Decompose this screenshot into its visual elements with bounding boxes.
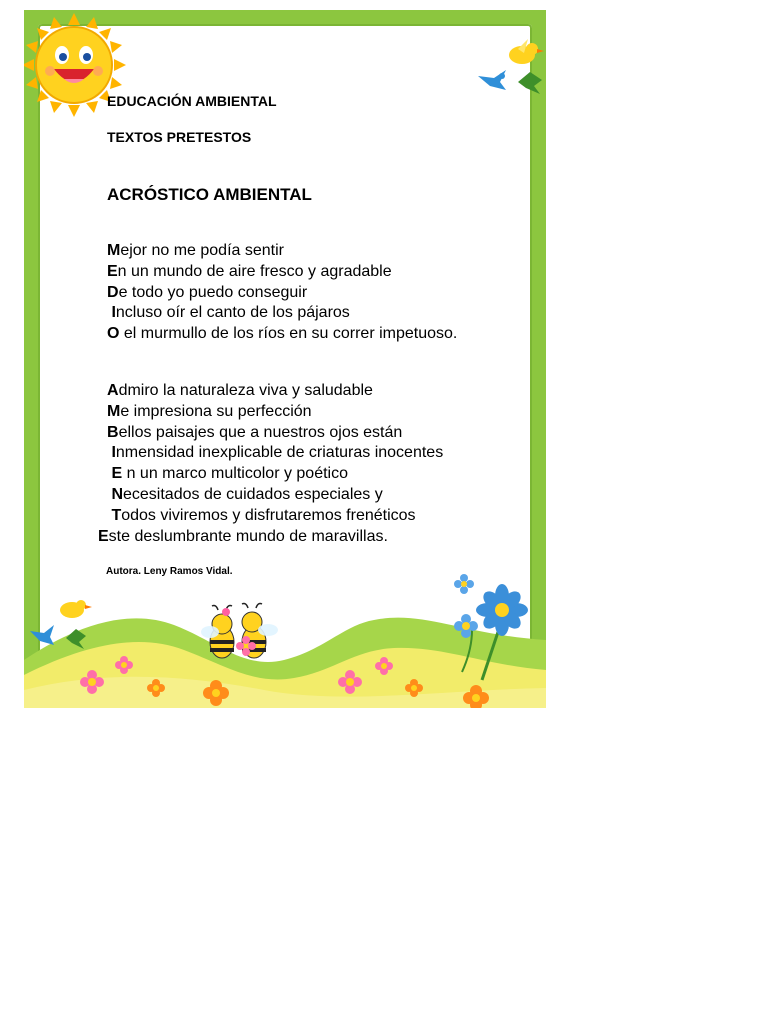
verse-initial: E [107,262,118,280]
yellow-bird-icon [509,39,544,64]
document-subheading: TEXTOS PRETESTOS [107,129,252,145]
verse-text: e impresiona su perfección [120,402,312,420]
verse-line [107,303,457,324]
verse-line [98,527,443,548]
verse-line [107,324,457,345]
verse-initial: T [107,506,122,524]
verse-initial: I [107,444,116,462]
verse-initial: D [107,283,119,301]
verse-initial: E [107,465,123,483]
verse-text: ecesitados de cuidados especiales y [123,485,383,503]
verse-initial: M [107,242,121,259]
verse-line [107,283,457,304]
verse-text: n un marco multicolor y poético [122,465,348,483]
verse-initial: E [98,527,109,545]
blue-bird-icon [478,70,506,90]
verse-text: dmiro la naturaleza viva y saludable [118,382,373,399]
verse-initial: M [107,402,121,420]
document-heading: EDUCACIÓN AMBIENTAL [107,93,277,109]
acrostic-stanza-2 [98,381,444,547]
verse-text: ncluso oír el canto de los pájaros [115,304,350,322]
green-bird-icon [518,72,542,94]
verse-text: odos viviremos y disfrutaremos frenéticos [121,506,416,524]
verse-initial: I [107,304,116,322]
verse-text: el murmullo de los ríos en su correr impetuoso. [119,325,458,343]
bee-couple-icon [201,604,278,659]
verse-line [107,262,457,283]
verse-initial: B [107,423,119,441]
verse-line [107,464,443,485]
verse-line [107,506,443,527]
verse-text: ste deslumbrante mundo de maravillas. [108,527,388,545]
author-credit: Autora. Leny Ramos Vidal. [106,566,233,577]
blue-bird-icon [30,625,54,645]
acrostic-stanza-1 [107,241,457,345]
verse-text: nmensidad inexplicable de criaturas inocentes [115,444,444,462]
verse-line [107,423,443,444]
document-page [24,10,546,708]
verse-line [107,443,443,464]
verse-initial: A [107,382,119,399]
yellow-bird-icon [60,600,92,618]
verse-line [107,241,457,262]
verse-text: n un mundo de aire fresco y agradable [117,262,392,280]
verse-line [107,485,443,506]
verse-initial: N [107,485,123,503]
verse-text: e todo yo puedo conseguir [118,283,308,301]
acrostic-title: ACRÓSTICO AMBIENTAL [107,185,312,204]
verse-text: ellos paisajes que a nuestros ojos están [118,423,403,441]
verse-text: ejor no me podía sentir [120,242,284,259]
verse-initial: O [107,325,120,343]
page-decorations [24,10,546,708]
blue-flower-icon [454,574,474,594]
verse-line [107,381,443,402]
verse-line [107,402,443,423]
